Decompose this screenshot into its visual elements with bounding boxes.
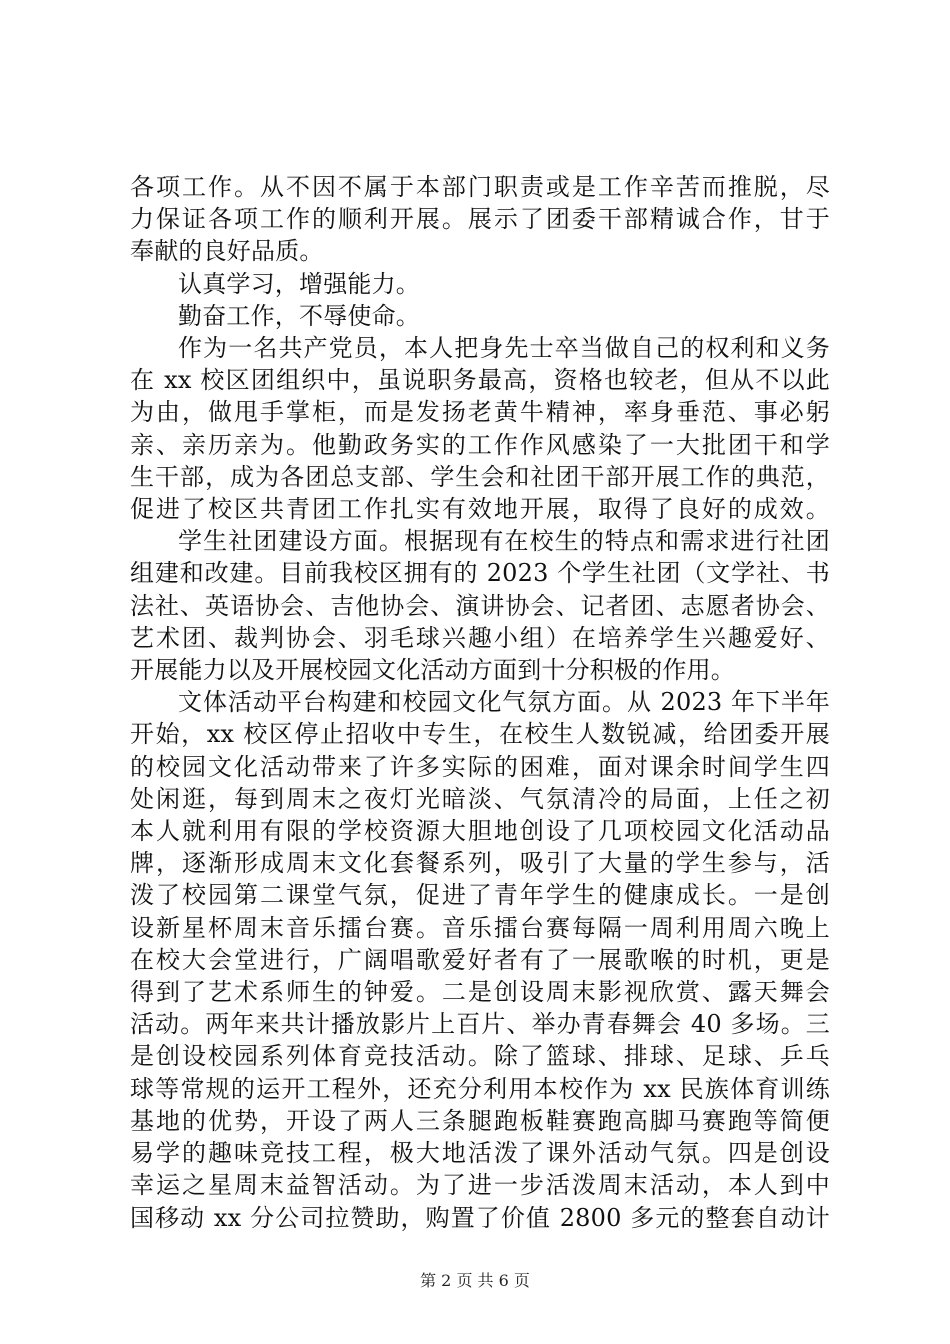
text-line: 得到了艺术系师生的钟爱。二是创设周末影视欣赏、露天舞会	[130, 978, 830, 1007]
text-line: 设新星杯周末音乐擂台赛。音乐擂台赛每隔一周利用周六晚上	[130, 913, 830, 942]
text-line: 力保证各项工作的顺利开展。展示了团委干部精诚合作，甘于	[130, 205, 830, 234]
text-line: 牌，逐渐形成周末文化套餐系列，吸引了大量的学生参与，活	[130, 849, 830, 878]
text-line: 处闲逛，每到周末之夜灯光暗淡、气氛清冷的局面，上任之初	[130, 784, 830, 813]
text-line: 基地的优势，开设了两人三条腿跑板鞋赛跑高脚马赛跑等简便	[130, 1106, 830, 1135]
text-line: 文体活动平台构建和校园文化气氛方面。从 2023 年下半年	[178, 688, 830, 717]
text-line: 本人就利用有限的学校资源大胆地创设了几项校园文化活动品	[130, 817, 830, 846]
text-line: 为由，做甩手掌柜，而是发扬老黄牛精神，率身垂范、事必躬	[130, 398, 830, 427]
text-line: 开始，xx 校区停止招收中专生，在校生人数锐减，给团委开展	[130, 720, 830, 749]
text-line: 生干部，成为各团总支部、学生会和社团干部开展工作的典范，	[130, 462, 830, 491]
text-line: 学生社团建设方面。根据现有在校生的特点和需求进行社团	[178, 527, 830, 556]
text-line: 在 xx 校区团组织中，虽说职务最高，资格也较老，但从不以此	[130, 366, 830, 395]
text-line: 勤奋工作，不辱使命。	[178, 301, 420, 330]
text-line: 幸运之星周末益智活动。为了进一步活泼周末活动，本人到中	[130, 1171, 830, 1200]
text-line: 法社、英语协会、吉他协会、演讲协会、记者团、志愿者协会、	[130, 591, 830, 620]
text-line: 开展能力以及开展校园文化活动方面到十分积极的作用。	[130, 656, 735, 685]
text-line: 的校园文化活动带来了许多实际的困难，面对课余时间学生四	[130, 752, 830, 781]
text-line: 认真学习，增强能力。	[178, 269, 420, 298]
page-number-footer: 第 2 页 共 6 页	[420, 1271, 530, 1290]
text-line: 艺术团、裁判协会、羽毛球兴趣小组）在培养学生兴趣爱好、	[130, 623, 830, 652]
text-line: 亲、亲历亲为。他勤政务实的工作作风感染了一大批团干和学	[130, 430, 830, 459]
text-line: 在校大会堂进行，广阔唱歌爱好者有了一展歌喉的时机，更是	[130, 945, 830, 974]
text-line: 易学的趣味竞技工程，极大地活泼了课外活动气氛。四是创设	[130, 1139, 830, 1168]
text-line: 作为一名共产党员，本人把身先士卒当做自己的权利和义务	[178, 334, 830, 363]
text-line: 国移动 xx 分公司拉赞助，购置了价值 2800 多元的整套自动计	[130, 1203, 830, 1232]
text-line: 球等常规的运开工程外，还充分利用本校作为 xx 民族体育训练	[130, 1074, 830, 1103]
text-line: 泼了校园第二课堂气氛，促进了青年学生的健康成长。一是创	[130, 881, 830, 910]
text-line: 是创设校园系列体育竞技活动。除了篮球、排球、足球、乒乓	[130, 1042, 830, 1071]
text-line: 各项工作。从不因不属于本部门职责或是工作辛苦而推脱，尽	[130, 173, 830, 201]
text-line: 活动。两年来共计播放影片上百片、举办青春舞会 40 多场。三	[130, 1010, 830, 1039]
text-line: 奉献的良好品质。	[130, 237, 324, 266]
body-text	[130, 171, 830, 1234]
text-line: 组建和改建。目前我校区拥有的 2023 个学生社团（文学社、书	[130, 559, 830, 588]
text-line: 促进了校区共青团工作扎实有效地开展，取得了良好的成效。	[130, 495, 830, 524]
